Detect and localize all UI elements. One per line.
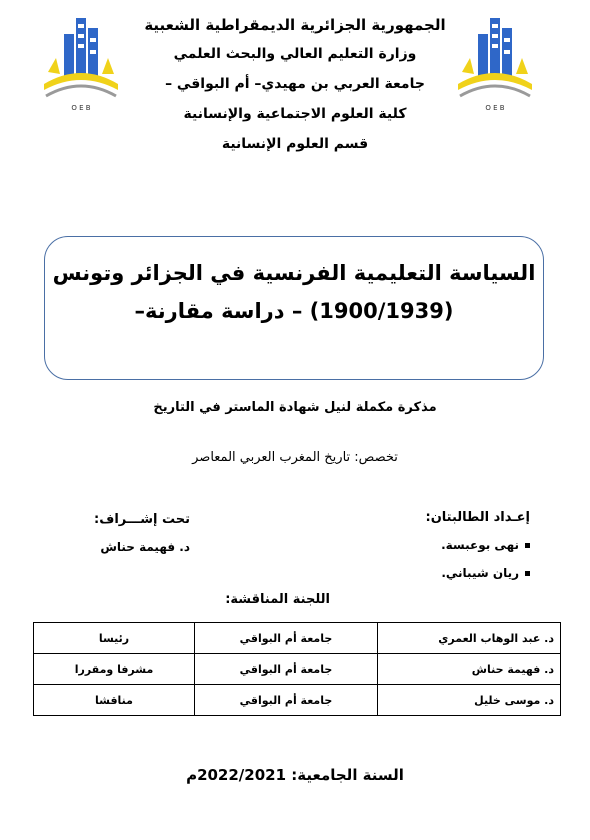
academic-year: السنة الجامعية: 2022/2021م bbox=[186, 766, 404, 784]
supervisor-label: تحت إشـــراف: bbox=[94, 512, 190, 527]
committee-member-name: د. فهيمة حناش bbox=[378, 654, 561, 685]
committee-member-university: جامعة أم البواقي bbox=[195, 685, 378, 716]
committee-table bbox=[33, 622, 561, 716]
header-ministry: وزارة التعليم العالي والبحث العلمي bbox=[173, 46, 417, 62]
university-logo-right bbox=[450, 14, 540, 114]
header-faculty: كلية العلوم الاجتماعية والإنسانية bbox=[183, 106, 407, 122]
thesis-title-box bbox=[44, 236, 544, 380]
committee-member-name: د. موسى خليل bbox=[378, 685, 561, 716]
student-name: ريان شيباني. bbox=[441, 566, 519, 580]
thesis-specialty: تخصص: تاريخ المغرب العربي المعاصر bbox=[192, 450, 398, 465]
table-row bbox=[34, 623, 561, 654]
svg-text:O E B: O E B bbox=[485, 104, 505, 112]
university-logo-left bbox=[36, 14, 126, 114]
bullet-icon bbox=[525, 543, 530, 548]
thesis-title-line2: (1900/1939) – دراسة مقارنة– bbox=[134, 299, 454, 323]
table-row bbox=[34, 685, 561, 716]
svg-text:O E B: O E B bbox=[71, 104, 91, 112]
student-item bbox=[300, 538, 530, 552]
university-logo-icon bbox=[36, 14, 126, 114]
header-republic: الجمهورية الجزائرية الديمقراطية الشعبية bbox=[144, 16, 446, 34]
committee-member-role: مشرفا ومقررا bbox=[34, 654, 195, 685]
committee-member-role: مناقشا bbox=[34, 685, 195, 716]
thesis-degree-note: مذكرة مكملة لنيل شهادة الماستر في التاريخ bbox=[153, 400, 437, 415]
committee-member-university: جامعة أم البواقي bbox=[195, 654, 378, 685]
committee-member-name: د. عبد الوهاب العمري bbox=[378, 623, 561, 654]
table-row bbox=[34, 654, 561, 685]
header-department: قسم العلوم الإنسانية bbox=[221, 136, 369, 152]
supervisor-name: د. فهيمة حناش bbox=[100, 540, 190, 554]
committee-label: اللجنة المناقشة: bbox=[225, 592, 330, 607]
committee-member-university: جامعة أم البواقي bbox=[195, 623, 378, 654]
thesis-title-line1: السياسة التعليمية الفرنسية في الجزائر وتونس bbox=[52, 261, 536, 285]
bullet-icon bbox=[525, 571, 530, 576]
student-name: نهى بوعبسة. bbox=[441, 538, 519, 552]
student-item bbox=[300, 566, 530, 580]
committee-member-role: رئيسا bbox=[34, 623, 195, 654]
university-logo-icon bbox=[450, 14, 540, 114]
header-university: جامعة العربي بن مهيدي– أم البواقي – bbox=[165, 76, 425, 92]
students-label: إعـداد الطالبتان: bbox=[425, 510, 530, 525]
